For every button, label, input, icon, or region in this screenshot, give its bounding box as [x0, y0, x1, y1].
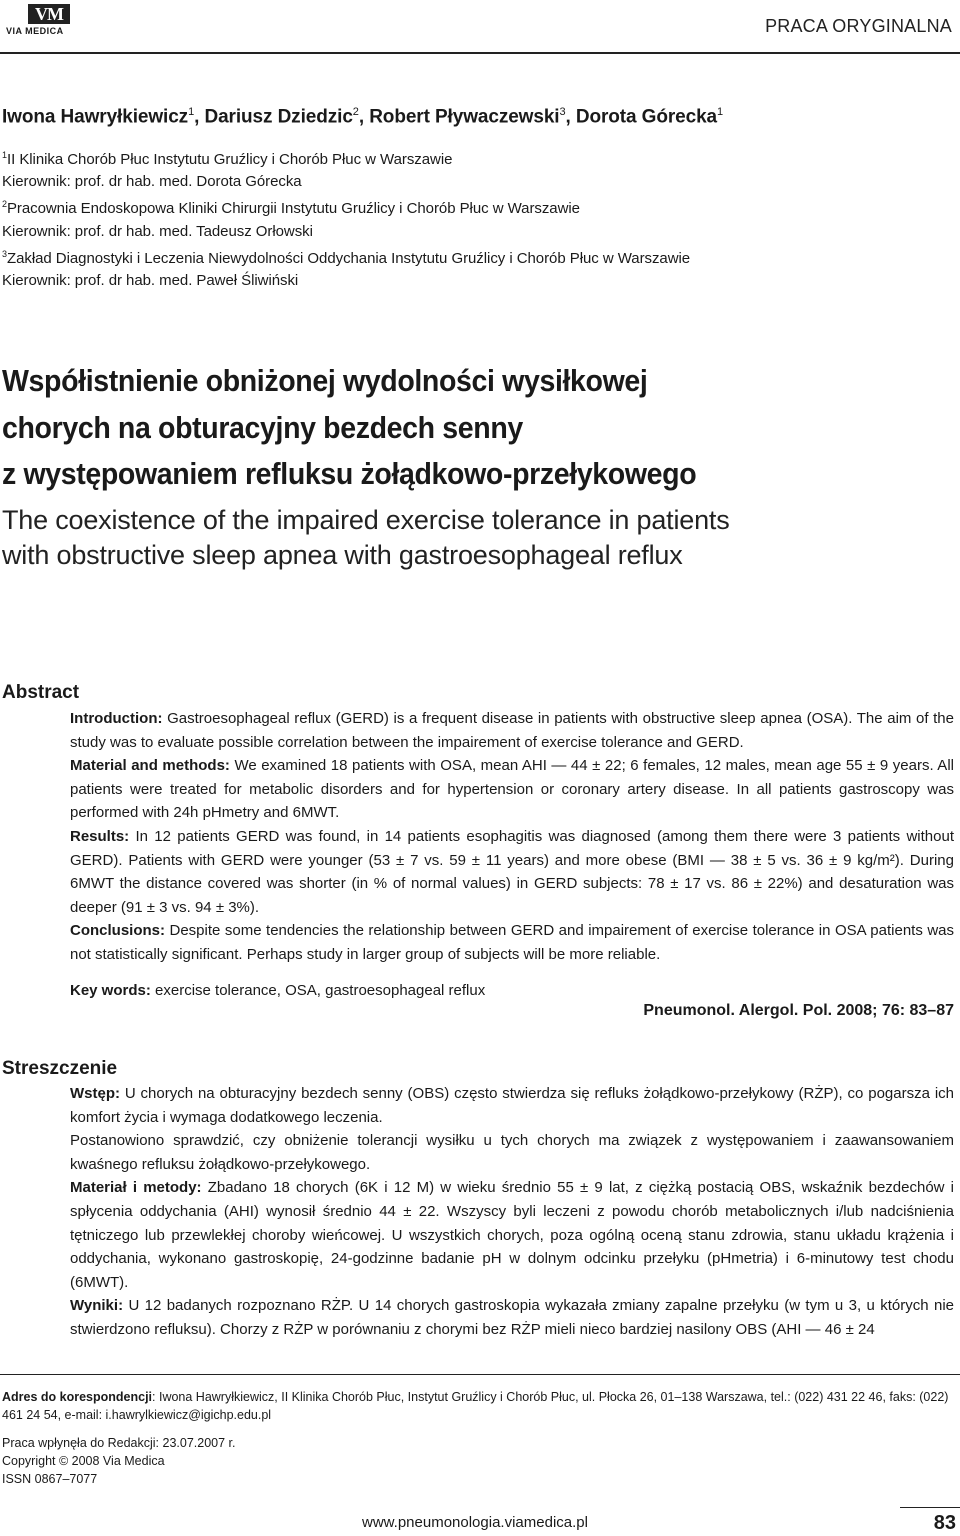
intro-text: Gastroesophageal reflux (GERD) is a frequent disease in patients with obstructive sleep apnea (OSA). The aim of the study was to evaluate possible correlation between the impairement of exercise tolerance and GERD.: [70, 710, 954, 751]
page-number-rule: [900, 1507, 960, 1508]
title-polish-line: z występowaniem refluksu żołądkowo-przełykowego: [2, 456, 697, 491]
affiliation-line: [2, 144, 957, 171]
title-polish: [2, 358, 881, 498]
methods-label: Material and methods:: [70, 757, 230, 775]
website-link[interactable]: www.pneumonologia.viamedica.pl: [362, 1514, 588, 1531]
page-number: 83: [933, 1512, 956, 1534]
author-name: Dorota Górecka: [575, 106, 718, 128]
conclusions-text: Despite some tendencies the relationship between GERD and impairement of exercise tolerance in OSA patients was not statistically significant. Perhaps study in larger group of subjects will be more reliable.: [70, 922, 954, 963]
metody-text: Zbadano 18 chorych (6K i 12 M) w wieku średnio 55 ± 9 lat, z ciężką postacią OBS, wskaźnik bezdechów i spłycenia oddychania (AHI) wynosił średnio 44 ± 22. Wszyscy byli leczeni z powodu chorób metabolicznych i/lub nadciśnienia tętniczego lub przewlekłej choroby wieńcowej. U wszystkich chorych, poza ogólną oceną stanu zdrowia, stanu układu krążenia i oddychania, wykonano gastroskopię, 24-godzinne badanie pH w dolnym odcinku przełyku (pHmetria) i 6-minutowy test chodu (6MWT).: [70, 1179, 954, 1291]
author-list: Iwona Hawryłkiewicz$^1$, Dariusz Dziedzic$^2$, Robert Pływaczewski$^3$, Dorota Górecka$^1$: [2, 106, 724, 128]
author-name: Iwona Hawryłkiewicz: [2, 106, 189, 128]
streszczenie-wstep: [70, 1082, 954, 1129]
copyright: Copyright © 2008 Via Medica: [2, 1454, 165, 1468]
abstract-methods: [70, 754, 954, 825]
author-name: Robert Pływaczewski: [369, 106, 560, 128]
address-text: : Iwona Hawryłkiewicz, II Klinika Chorób Płuc, Instytut Gruźlicy i Chorób Płuc, ul. Płocka 26, 01–138 Warszawa, tel.: (022) 431 22 46, faks: (022) 461 24 54, e-mail: i.hawrylkiewicz@igichp.edu.pl: [2, 1390, 949, 1422]
abstract-body: [70, 707, 954, 967]
affiliation-line: [2, 270, 957, 292]
abstract-heading: Abstract: [2, 682, 80, 703]
streszczenie-heading: Streszczenie: [2, 1058, 118, 1079]
author-name: Dariusz Dziedzic: [204, 106, 353, 128]
streszczenie-aim: Postanowiono sprawdzić, czy obniżenie tolerancji wysiłku u tych chorych ma związek z występowaniem i zaawansowaniem kwaśnego refluksu żołądkowo-przełykowego.: [70, 1132, 954, 1173]
address-label: Adres do korespondencji: [2, 1390, 153, 1404]
affiliation-sup: 1: [2, 150, 7, 160]
author-sup: 1: [717, 106, 724, 118]
keywords-label: Key words:: [70, 982, 151, 999]
results-text: In 12 patients GERD was found, in 14 patients esophagitis was diagnosed (among them there were 3 patients without GERD). Patients with GERD were younger (53 ± 7 vs. 59 ± 11 years) and more obese (BMI — 38 ± 5 vs. 36 ± 9 kg/m²). During 6MWT the distance covered was shorter (in % of normal values) in GERD subjects: 78 ± 17 vs. 86 ± 22%) and desaturation was deeper (91 ± 3 vs. 94 ± 3%).: [70, 827, 954, 916]
received-date: Praca wpłynęła do Redakcji: 23.07.2007 r.: [2, 1436, 236, 1450]
affiliation-text: Zakład Diagnostyki i Leczenia Niewydolności Oddychania Instytutu Gruźlicy i Chorób Płuc w Warszawie: [6, 249, 691, 267]
title-english-line: with obstructive sleep apnea with gastroesophageal reflux: [2, 540, 683, 570]
logo-text: VIA MEDICA: [6, 26, 64, 36]
via-medica-logo: [6, 4, 82, 38]
affiliation-sup: 2: [2, 199, 7, 210]
logo-mark: VM: [28, 4, 70, 24]
affiliation-line: [2, 221, 957, 243]
conclusions-label: Conclusions:: [70, 922, 166, 940]
title-english-line: The coexistence of the impaired exercise tolerance in patients: [2, 505, 730, 535]
affiliation-line: [2, 171, 957, 193]
author-sup: 3: [559, 106, 566, 118]
keywords-text: exercise tolerance, OSA, gastroesophageal reflux: [150, 982, 486, 999]
citation: Pneumonol. Alergol. Pol. 2008; 76: 83–87: [643, 1002, 954, 1019]
affiliation-line: [2, 243, 957, 270]
affiliation-text: Kierownik: prof. dr hab. med. Tadeusz Orłowski: [2, 222, 313, 240]
abstract-intro: [70, 707, 954, 754]
affiliation-line: [2, 193, 957, 220]
keywords: [70, 982, 485, 999]
header-divider: [0, 52, 960, 54]
affiliation-sup: 3: [2, 248, 7, 259]
title-polish-line: chorych na obturacyjny bezdech senny: [2, 409, 523, 445]
streszczenie-results: [70, 1294, 954, 1341]
wyniki-label: Wyniki:: [70, 1297, 124, 1315]
wstep-text: U chorych na obturacyjny bezdech senny (OBS) często stwierdza się refluks żołądkowo-przełykowy (RŻP), co pogarsza ich komfort życia i wymaga dodatkowego leczenia.: [70, 1085, 954, 1126]
title-polish-line: Współistnienie obniżonej wydolności wysiłkowej: [2, 363, 648, 398]
abstract-results: [70, 825, 954, 919]
issn: ISSN 0867–7077: [2, 1472, 98, 1486]
metody-label: Materiał i metody:: [70, 1179, 202, 1197]
correspondence: [2, 1388, 957, 1424]
affiliation-text: Pracownia Endoskopowa Kliniki Chirurgii Instytutu Gruźlicy i Chorób Płuc w Warszawie: [6, 200, 580, 218]
methods-text: We examined 18 patients with OSA, mean AHI — 44 ± 22; 6 females, 12 males, mean age 55 ± 9 years. All patients were treated for metabolic disorders and for hypertension or coronary artery disease. In all patients gastroscopy was performed with 24h pHmetry and 6MWT.: [70, 757, 954, 822]
streszczenie-methods: [70, 1176, 954, 1294]
title-english: [2, 503, 957, 573]
footer-divider: [0, 1374, 960, 1375]
abstract-conclusions: [70, 919, 954, 966]
section-label: PRACA ORYGINALNA: [765, 16, 952, 36]
affiliation-text: Kierownik: prof. dr hab. med. Paweł Śliwiński: [2, 272, 299, 290]
intro-label: Introduction:: [70, 710, 163, 727]
author-sup: 1: [188, 106, 195, 118]
streszczenie-body: [70, 1082, 954, 1342]
wstep-label: Wstęp:: [70, 1085, 120, 1102]
author-sup: 2: [352, 106, 359, 118]
wyniki-text: U 12 badanych rozpoznano RŻP. U 14 chorych gastroskopia wykazała zmiany zapalne przełyku (w tym u 3, u których nie stwierdzono refluksu). Chorzy z RŻP w porównaniu z chorymi bez RŻP mieli nieco bardziej nasilony OBS (AHI — 46 ± 24: [70, 1297, 954, 1338]
affiliation-text: II Klinika Chorób Płuc Instytutu Gruźlicy i Chorób Płuc w Warszawie: [6, 151, 453, 168]
affiliation-text: Kierownik: prof. dr hab. med. Dorota Górecka: [2, 173, 302, 191]
results-label: Results:: [70, 827, 130, 845]
affiliations: [2, 144, 957, 292]
publication-info: [2, 1434, 957, 1488]
